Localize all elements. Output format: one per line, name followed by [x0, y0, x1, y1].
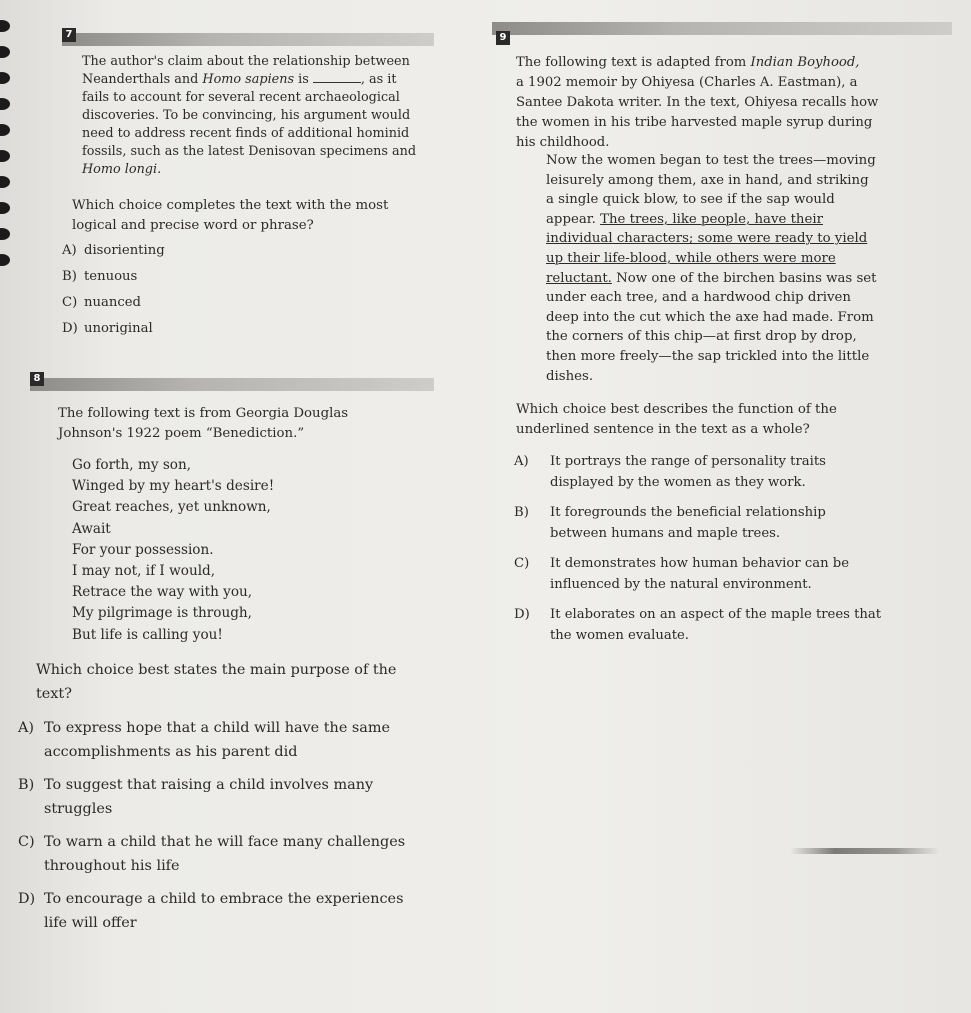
question-8-poem — [72, 455, 432, 646]
fill-in-blank — [313, 72, 361, 83]
option-letter: B) — [62, 269, 77, 284]
option-a[interactable] — [514, 452, 934, 493]
passage-line: fails to account for several recent archaeological — [82, 90, 400, 105]
question-8-prompt — [36, 658, 436, 706]
passage-line: deep into the cut which the axe had made. From — [546, 309, 874, 325]
passage-line: need to address recent finds of additional hominid — [82, 126, 410, 141]
binder-ring — [0, 228, 10, 240]
option-letter: D) — [62, 321, 78, 336]
intro-line: a 1902 memoir by Ohiyesa (Charles A. Eastman), a — [516, 75, 858, 90]
option-line: displayed by the women as they work. — [550, 474, 806, 490]
option-text: tenuous — [84, 269, 138, 284]
passage-line: leisurely among them, axe in hand, and striking — [546, 172, 869, 188]
passage-line: dishes. — [546, 368, 594, 384]
option-letter: B) — [514, 505, 529, 520]
option-text — [550, 605, 934, 646]
question-9-header-bar — [492, 22, 952, 35]
option-letter: A) — [514, 454, 529, 469]
option-text — [550, 554, 934, 595]
passage-text: , as it — [360, 72, 397, 87]
pencil-mark — [790, 848, 940, 854]
passage-line: The author's claim about the relationship between — [82, 54, 410, 69]
option-text: nuanced — [84, 295, 141, 310]
option-d[interactable] — [62, 319, 432, 345]
underlined-sentence: The trees, like people, have their — [600, 211, 823, 227]
question-7-header-bar — [62, 33, 434, 46]
passage-line: under each tree, and a hardwood chip driven — [546, 290, 851, 306]
underlined-sentence: up their life-blood, while others were more — [546, 250, 836, 266]
option-letter: B) — [18, 777, 35, 793]
option-letter: C) — [62, 295, 78, 310]
passage-line: the corners of this chip—at first drop by drop, — [546, 329, 857, 345]
option-letter: A) — [18, 720, 35, 736]
intro-line — [516, 53, 886, 73]
question-7-options — [62, 241, 432, 345]
option-text — [550, 452, 934, 493]
option-line: influenced by the natural environment. — [550, 576, 812, 592]
option-line: throughout his life — [44, 858, 180, 874]
option-b[interactable] — [62, 267, 432, 293]
passage-text: Now one of the birchen basins was set — [611, 270, 877, 286]
poem-line: For your possession. — [72, 541, 214, 558]
question-7-number: 7 — [62, 28, 76, 42]
intro-line: his childhood. — [516, 135, 610, 150]
poem-line: Await — [72, 520, 111, 537]
option-text — [44, 830, 448, 878]
option-d[interactable] — [18, 887, 448, 935]
poem-line: My pilgrimage is through, — [72, 605, 253, 622]
option-text: unoriginal — [84, 321, 153, 336]
passage-line: discoveries. To be convincing, his argument would — [82, 108, 411, 123]
option-line: the women evaluate. — [550, 627, 689, 643]
question-9-passage — [520, 151, 890, 386]
intro-text: The following text is adapted from Indian Boyhood, — [516, 55, 860, 70]
option-c[interactable] — [18, 830, 448, 878]
passage-line — [82, 71, 442, 89]
intro-line: the women in his tribe harvested maple syrup during — [516, 115, 873, 130]
poem-line: Winged by my heart's desire! — [72, 478, 275, 495]
option-b[interactable] — [514, 503, 934, 544]
option-text — [44, 773, 448, 821]
option-line: To warn a child that he will face many challenges — [44, 834, 406, 850]
prompt-line: Which choice best describes the function of the — [516, 402, 837, 417]
option-letter: D) — [514, 607, 530, 622]
intro-line: The following text is from Georgia Douglas — [58, 406, 349, 421]
poem-line: Go forth, my son, — [72, 457, 192, 473]
binder-ring — [0, 72, 10, 84]
binder-ring — [0, 46, 10, 58]
option-line: To express hope that a child will have the same — [44, 720, 391, 736]
poem-line: I may not, if I would, — [72, 563, 216, 580]
passage-line: Now the women began to test the trees—moving — [546, 153, 876, 168]
option-a[interactable] — [18, 716, 448, 764]
question-8-intro — [58, 404, 438, 445]
question-8-header-bar — [30, 378, 434, 391]
prompt-line: Which choice best states the main purpose of the — [36, 662, 397, 678]
binder-ring — [0, 176, 10, 188]
option-c[interactable] — [514, 554, 934, 595]
intro-line: Santee Dakota writer. In the text, Ohiyesa recalls how — [516, 95, 879, 110]
poem-line: But life is calling you! — [72, 626, 223, 643]
question-7-passage — [82, 53, 442, 179]
question-9-number: 9 — [496, 31, 510, 45]
option-line: To suggest that raising a child involves many — [44, 777, 374, 793]
passage-line: then more freely—the sap trickled into the little — [546, 348, 870, 364]
question-9-options — [514, 452, 934, 646]
passage-line: a single quick blow, to see if the sap would — [546, 192, 835, 208]
binder-ring — [0, 98, 10, 110]
underlined-sentence: reluctant. — [546, 270, 612, 286]
option-text — [44, 887, 448, 935]
option-text — [44, 716, 448, 764]
underlined-sentence: individual characters; some were ready to yield — [546, 231, 868, 247]
option-a[interactable] — [62, 241, 432, 267]
option-line: It portrays the range of personality traits — [550, 454, 826, 469]
option-line: It foregrounds the beneficial relationship — [550, 505, 826, 520]
option-line: It elaborates on an aspect of the maple trees that — [550, 607, 882, 622]
option-letter: C) — [514, 556, 530, 571]
question-8-number: 8 — [30, 372, 44, 386]
prompt-line: Which choice completes the text with the most — [72, 198, 389, 213]
option-line: life will offer — [44, 915, 137, 931]
binder-ring — [0, 150, 10, 162]
prompt-line: underlined sentence in the text as a whole? — [516, 422, 810, 438]
passage-line: Homo longi. — [82, 162, 162, 177]
binder-ring — [0, 202, 10, 214]
binder-ring — [0, 20, 10, 32]
passage-line — [520, 210, 890, 230]
prompt-line: text? — [36, 686, 72, 702]
binder-ring — [0, 124, 10, 136]
question-9-intro — [516, 53, 886, 153]
option-line: between humans and maple trees. — [550, 525, 781, 541]
passage-text: Neanderthals and Homo sapiens is — [82, 72, 309, 87]
option-letter: D) — [18, 891, 36, 907]
option-text: disorienting — [84, 243, 165, 258]
binder-ring — [0, 254, 10, 266]
option-line: To encourage a child to embrace the experiences — [44, 891, 404, 907]
question-9-prompt — [516, 400, 896, 441]
passage-text: appear. — [546, 211, 601, 227]
poem-line: Great reaches, yet unknown, — [72, 499, 271, 516]
prompt-line: logical and precise word or phrase? — [72, 218, 314, 234]
passage-line: fossils, such as the latest Denisovan specimens and — [82, 144, 417, 159]
option-text — [550, 503, 934, 544]
option-b[interactable] — [18, 773, 448, 821]
option-line: accomplishments as his parent did — [44, 744, 298, 760]
option-line: struggles — [44, 801, 113, 817]
question-8-options — [18, 716, 448, 935]
option-d[interactable] — [514, 605, 934, 646]
option-line: It demonstrates how human behavior can be — [550, 556, 850, 571]
intro-line: Johnson's 1922 poem “Benediction.” — [58, 426, 305, 442]
passage-line — [520, 269, 890, 289]
option-letter: A) — [62, 243, 77, 258]
option-c[interactable] — [62, 293, 432, 319]
option-letter: C) — [18, 834, 35, 850]
poem-line: Retrace the way with you, — [72, 584, 253, 601]
question-7-prompt — [72, 196, 442, 237]
